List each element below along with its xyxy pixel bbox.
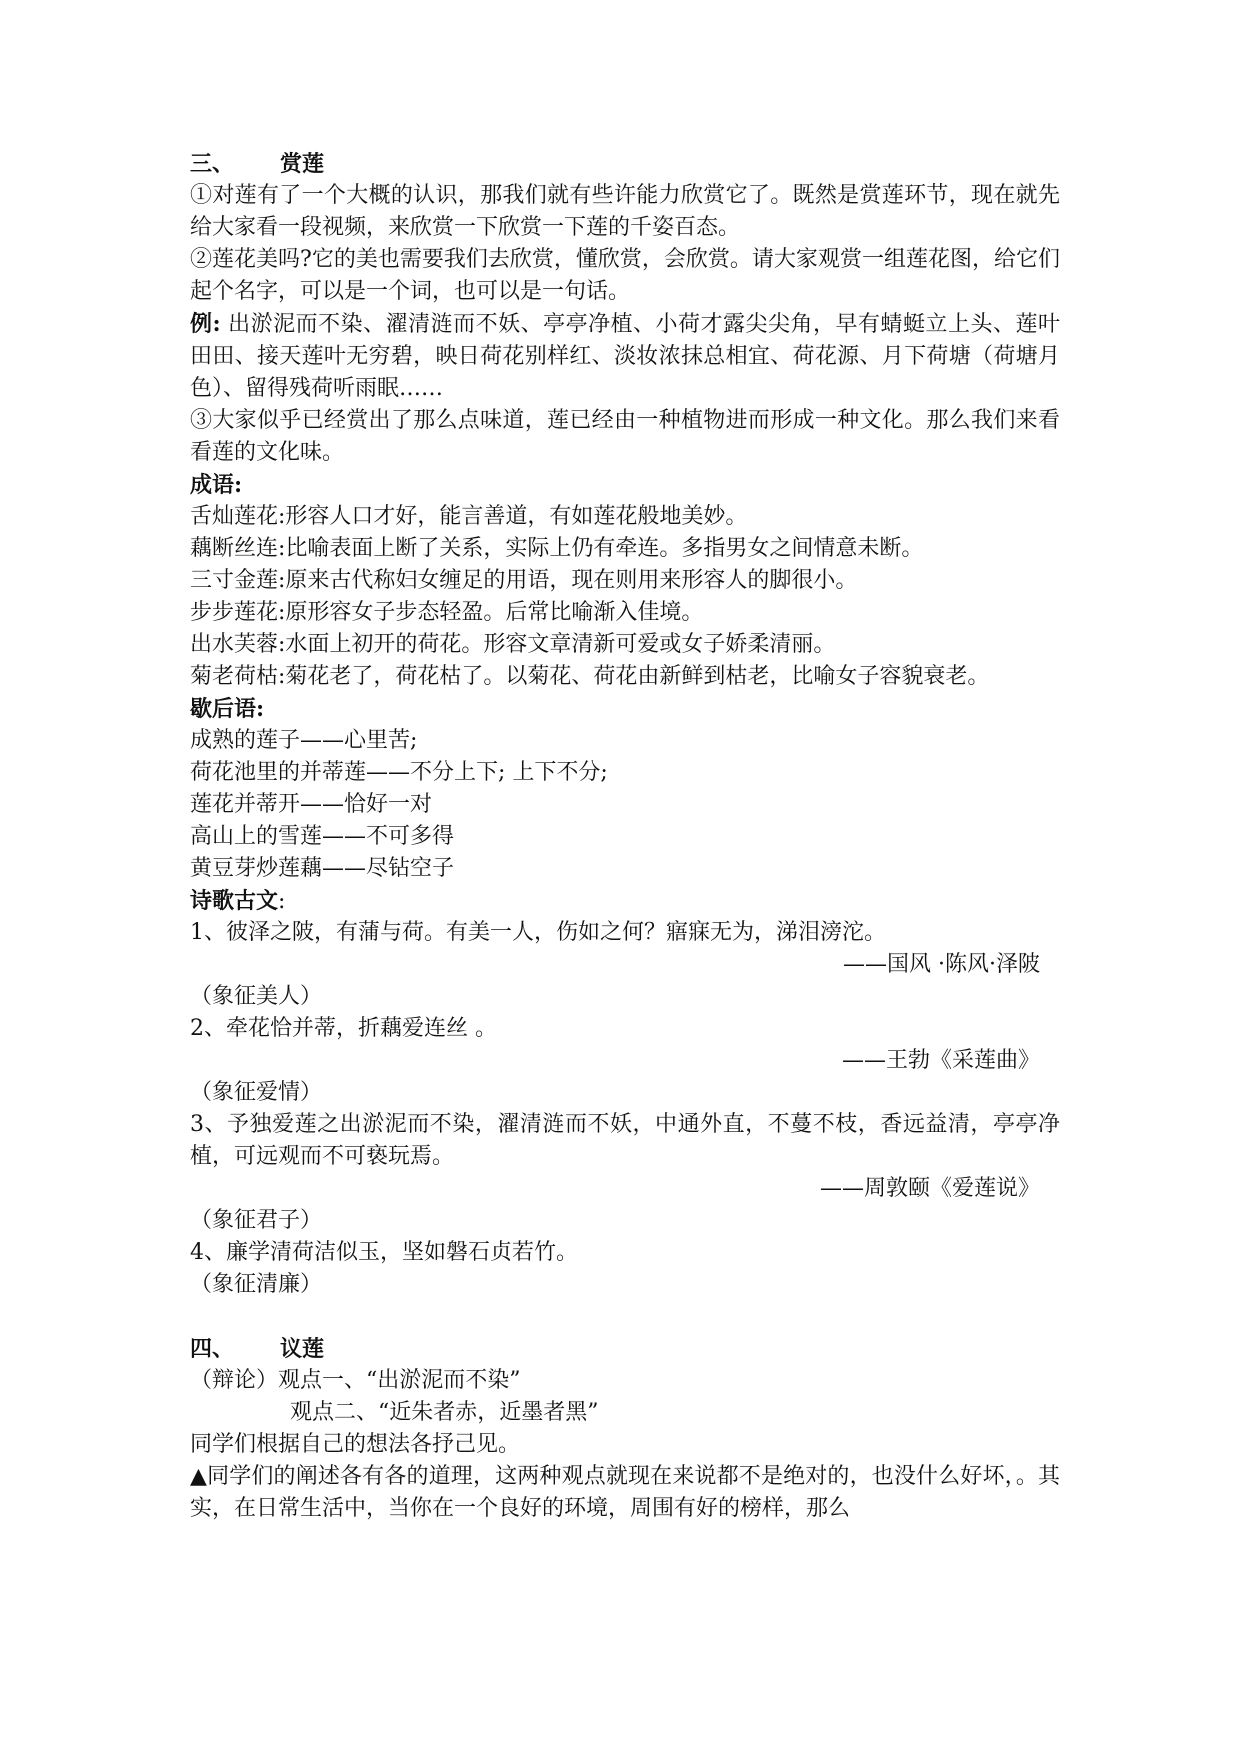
poem-source: ——周敦颐《爱莲说》 [819,1176,1040,1201]
poem-item [190,917,1060,1013]
paragraph-video: ①对莲有了一个大概的认识，那我们就有些许能力欣赏它了。既然是赏莲环节，现在就先给大家看一段视频，来欣赏一下欣赏一下莲的千姿百态。 [190,183,1060,240]
idiom-desc: 形容人口才好，能言善道，有如莲花般地美妙。 [285,504,748,529]
idiom-item [190,597,1060,629]
idioms-list [190,501,1060,693]
poem-text: 4、廉学清荷洁似玉，坚如磐石贞若竹。 [190,1240,578,1265]
section-3-title: 赏莲 [280,151,325,177]
example-paragraph [190,308,1060,405]
xiehouyu-label: 歇后语: [190,696,265,722]
section-spacer [190,1301,1060,1333]
poem-item [190,1013,1060,1109]
debate-view-2: 观点二、“近朱者赤，近墨者黑” [290,1400,599,1425]
example-text: 出淤泥而不染、濯清涟而不妖、亭亭净植、小荷才露尖尖角，早有蜻蜓立上头、莲叶田田、接天莲叶无穷碧，映日荷花别样红、淡妆浓抹总相宜、荷花源、月下荷塘（荷塘月色）、留得残荷听雨眠…… [190,312,1060,401]
idiom-name: 步步莲花: [190,600,286,625]
paragraph-opinions: 同学们根据自己的想法各抒己见。 [190,1432,521,1457]
poem-source: ——国风 ·陈风·泽陂 [843,952,1040,977]
section-3-number: 三、 [190,151,235,177]
poem-text: 2、牵花恰并蒂，折藕爱连丝 。 [190,1016,497,1041]
poem-symbol: （象征爱情） [190,1080,323,1105]
idiom-item [190,501,1060,533]
poem-text: 3、予独爱莲之出淤泥而不染，濯清涟而不妖，中通外直，不蔓不枝，香远益清，亭亭净植，可远观而不可亵玩焉。 [190,1112,1060,1169]
idiom-desc: 水面上初开的荷花。形容文章清新可爱或女子娇柔清丽。 [285,632,836,657]
xiehouyu-item: 高山上的雪莲——不可多得 [190,824,455,849]
poem-symbol: （象征美人） [190,984,323,1009]
poetry-label: 诗歌古文 [190,888,279,914]
paragraph-conclusion: ▲同学们的阐述各有各的道理，这两种观点就现在来说都不是绝对的，也没什么好坏，。其实，在日常生活中，当你在一个良好的环境，周围有好的榜样，那么 [190,1464,1060,1521]
poem-text: 1、彼泽之陂，有蒲与荷。有美一人，伤如之何？寤寐无为，涕泪滂沱。 [190,920,886,945]
paragraph-culture: ③大家似乎已经赏出了那么点味道，莲已经由一种植物进而形成一种文化。那么我们来看看莲的文化味。 [190,408,1060,465]
idiom-item [190,565,1060,597]
idiom-name: 菊老荷枯: [190,664,286,689]
idiom-desc: 菊花老了，荷花枯了。以菊花、荷花由新鲜到枯老，比喻女子容貌衰老。 [285,664,990,689]
poem-symbol: （象征清廉） [190,1272,323,1297]
xiehouyu-item: 成熟的莲子——心里苦; [190,728,418,753]
idioms-label: 成语: [190,472,243,498]
idiom-name: 三寸金莲: [190,568,286,593]
xiehouyu-list [190,725,1060,885]
idiom-name: 舌灿莲花: [190,504,286,529]
idiom-item [190,661,1060,693]
idiom-name: 出水芙蓉: [190,632,286,657]
xiehouyu-item: 莲花并蒂开——恰好一对 [190,792,433,817]
poem-source: ——王勃《采莲曲》 [841,1048,1040,1073]
xiehouyu-item: 荷花池里的并蒂莲——不分上下; 上下不分; [190,760,608,785]
idiom-desc: 原形容女子步态轻盈。后常比喻渐入佳境。 [285,600,704,625]
idiom-name: 藕断丝连: [190,536,286,561]
poetry-label-line [190,885,1060,917]
example-label: 例: [190,311,221,337]
xiehouyu-item: 黄豆芽炒莲藕——尽钻空子 [190,856,455,881]
poem-symbol: （象征君子） [190,1208,323,1233]
poetry-colon: : [278,889,286,914]
section-3-heading [190,148,1060,180]
section-4-number: 四、 [190,1336,235,1362]
idiom-item [190,629,1060,661]
idiom-desc: 原来古代称妇女缠足的用语，现在则用来形容人的脚很小。 [285,568,858,593]
section-4-title: 议莲 [280,1336,325,1362]
paragraph-pictures: ②莲花美吗?它的美也需要我们去欣赏，懂欣赏，会欣赏。请大家观赏一组莲花图，给它们起个名字，可以是一个词，也可以是一句话。 [190,247,1060,304]
section-4-heading [190,1333,1060,1365]
idiom-item [190,533,1060,565]
document-page [190,148,1060,1525]
debate-view-1: （辩论）观点一、“出淤泥而不染” [190,1368,521,1393]
poem-item [190,1237,1060,1301]
idiom-desc: 比喻表面上断了关系，实际上仍有牵连。多指男女之间情意未断。 [285,536,924,561]
poem-item [190,1109,1060,1237]
